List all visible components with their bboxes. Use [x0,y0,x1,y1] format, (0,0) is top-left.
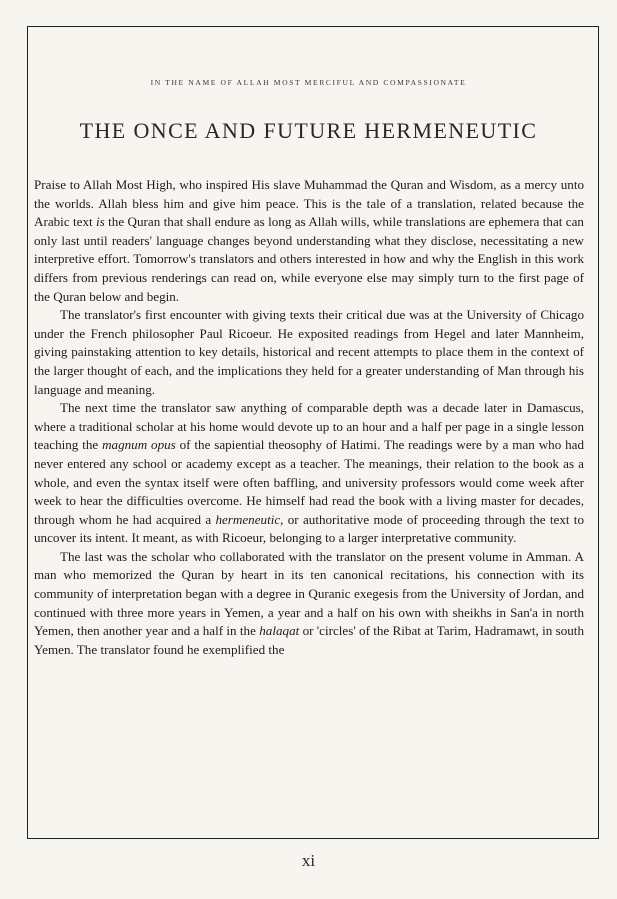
paragraph-2 [34,306,584,399]
paragraph-1-text-a: Praise to Allah Most High, who inspired His slave Muhammad the Quran and Wisdom, as a mercy unto the worlds. Allah bless him and give him peace. This is the tale of a translation, related because the Arabic text [34,177,584,230]
paragraph-3 [34,399,584,548]
page-number: xi [301,851,316,870]
paragraph-4-text-a: The last was the scholar who collaborated with the translator on the present volume in Amman. A man who memorized the Quran by heart in its ten canonical recitations, his connection with its community of interpretation began with a degree in Quranic exegesis from the University of Jordan, and continued with three more years in Yemen, a year and a half on his own with sheikhs in San'a in north Yemen, then another year and a half in the [34,548,584,639]
paragraph-3-text-a: The next time the translator saw anything of comparable depth was a decade later in Damascus, where a traditional scholar at his home would devote up to an hour and a half per page in a single lesson teaching the [34,400,584,453]
paragraph-3-text-c: , or authoritative mode of proceeding through the text to uncover its intent. It meant, as with Ricoeur, belonging to a larger interpretative community. [34,511,584,546]
chapter-title: THE ONCE AND FUTURE HERMENEUTIC [79,118,538,143]
paragraph-2-text: The translator's first encounter with giving texts their critical due was at the University of Chicago under the French philosopher Paul Ricoeur. He exposited readings from Hegel and later Mannheim, giving painstaking attention to key details, historical and recent attempts to place them in the context of the larger thought of each, and the implications they held for a greater understanding of Man through his language and meaning. [34,307,584,397]
paragraph-1-emphasis: is [96,214,105,230]
basmala-heading: IN THE NAME OF ALLAH MOST MERCIFUL AND COMPASSIONATE [150,78,467,87]
paragraph-4-text-b: or 'circles' of the Ribat at Tarim, Hadramawt, in south Yemen. The translator found he exemplified the [34,623,584,657]
paragraph-3-emphasis-2: hermeneutic [215,511,281,527]
paragraph-1 [34,176,584,306]
paragraph-1-text-b: the Quran that shall endure as long as Allah wills, while translations are ephemera that can only last until readers' language changes beyond understanding what they disclose, necessitating a new interpretive effort. Tomorrow's translators and others interested in how and why the English in this work differs from previous renderings can read on, while everyone else may simply turn to the first page of the Quran below and begin. [34,214,584,304]
paragraph-3-text-b: of the sapiential theosophy of Hatimi. The readings were by a man who had never entered any school or academy except as a teacher. The meanings, their relation to the book as a whole, and even the syntax itself were often baffling, and university professors would come week after week to hear the difficulties overcome. He himself had read the book with a living master for decades, through whom he had acquired a [34,437,584,527]
paragraph-4-emphasis: halaqat [259,623,300,639]
paragraph-3-emphasis-1: magnum opus [102,437,176,453]
paragraph-4 [34,548,584,660]
body-text [34,176,584,659]
